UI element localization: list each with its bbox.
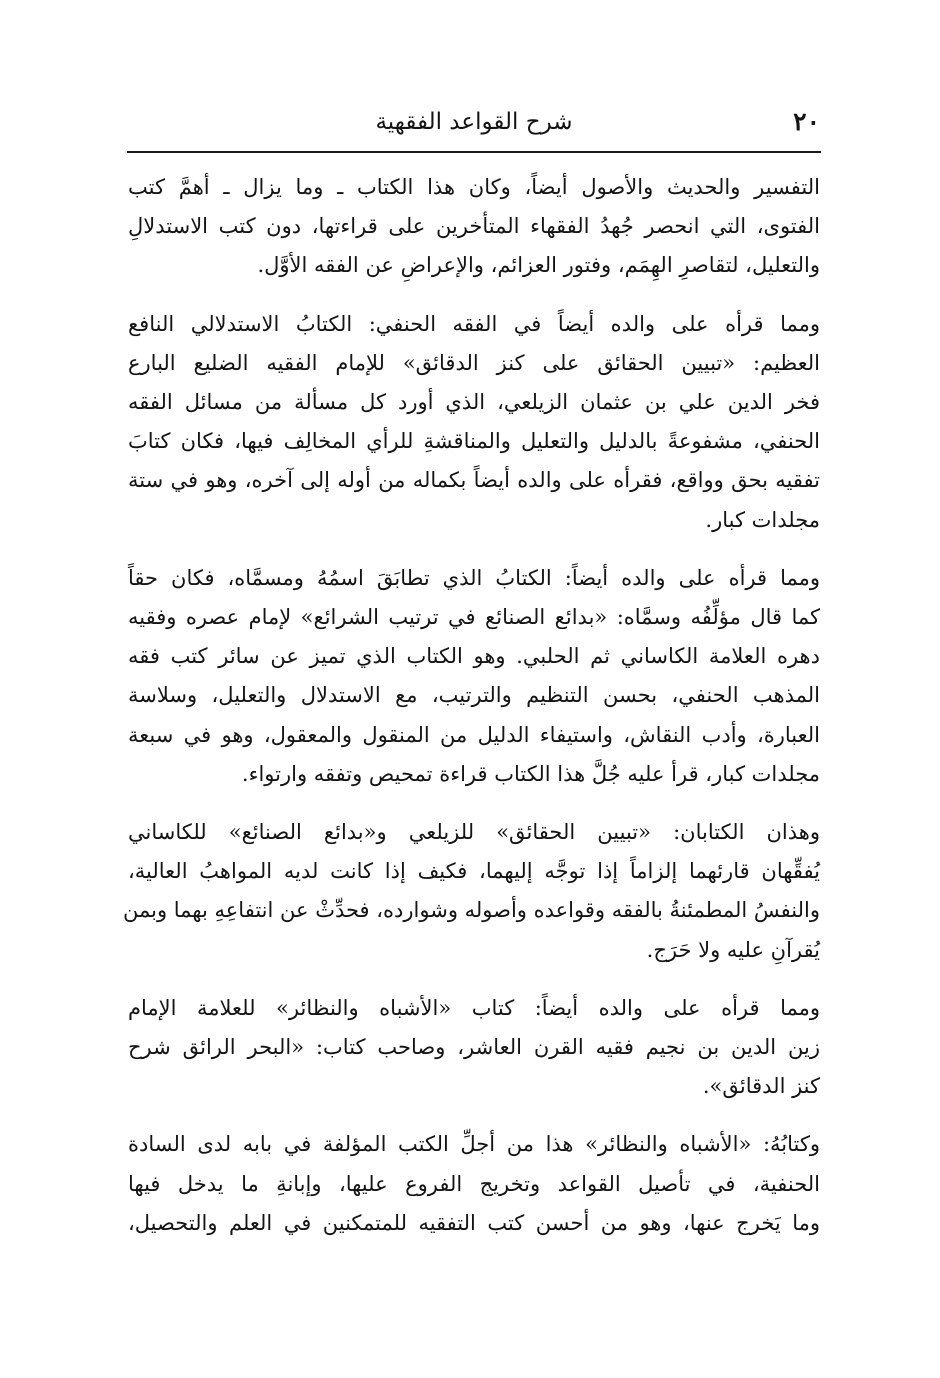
text-line: الحنفية، في تأصيل القواعد وتخريج الفروع عليها، وإبانةِ ما يدخل فيها [128,1171,820,1196]
text-line: والنفسُ المطمئنةُ بالفقه وقواعده وأصوله وشوارده، فحدِّثْ عن انتفاعِهِ بهما وبمن [122,898,820,923]
page-number: ٢٠ [793,107,820,136]
paragraph-2 [128,305,820,540]
text-line: تفقيه بحق وواقع، فقرأه على والده أيضاً بكماله من أوله إلى آخره، وهو في ستة [128,468,820,493]
text-line: مجلدات كبار، قرأ عليه جُلَّ هذا الكتاب قراءة تمحيص وتفقه وارتواء. [241,761,820,786]
text-line: ومما قرأه على والده أيضاً في الفقه الحنفي: الكتابُ الاستدلالي النافع [128,311,820,336]
text-line: العظيم: «تبيين الحقائق على كنز الدقائق» للإمام الفقيه الضليع البارع [128,350,820,375]
text-line: مجلدات كبار. [705,507,820,532]
text-line: يُفقِّهان قارئهما إلزاماً إذا توجَّه إليهما، فكيف إذا كانت لديه المواهبُ العالية، [128,859,820,884]
text-line: الفتوى، التي انحصر جُهدُ الفقهاء المتأخرين على قراءتها، دون كتب الاستدلالِ [128,214,820,239]
text-line: دهره العلامة الكاساني ثم الحلبي. وهو الكتاب الذي تميز عن سائر كتب فقه [128,644,820,669]
running-title: شرح القواعد الفقهية [375,109,573,135]
paragraph-1 [128,168,820,286]
paragraph-5 [128,989,820,1107]
paragraph-6 [128,1125,820,1243]
text-line: التفسير والحديث والأصول أيضاً، وكان هذا الكتاب ـ وما يزال ـ أهمَّ كتب [128,175,820,199]
paragraph-3 [128,559,820,794]
text-line: وكتابُهُ: «الأشباه والنظائر» هذا من أجلِّ الكتب المؤلفة في بابه لدى السادة [128,1132,820,1157]
text-line: زين الدين بن نجيم فقيه القرن العاشر، وصاحب كتاب: «البحر الرائق شرح [128,1035,820,1060]
text-line: كنز الدقائق». [702,1074,820,1099]
body-text [122,168,820,1262]
text-line: كما قال مؤلِّفُه وسمَّاه: «بدائع الصنائع في ترتيب الشرائع» لإمام عصره وفقيه [128,605,820,630]
text-line: يُقرآنِ عليه ولا حَرَج. [646,937,820,962]
paragraph-4 [122,813,820,970]
text-line: فخر الدين علي بن عثمان الزيلعي، الذي أورد كل مسألة من مسائل الفقه [128,390,820,415]
text-line: الحنفي، مشفوعةً بالدليل والتعليل والمناقشةِ للرأي المخالِف فيها، فكان كتابَ [128,429,820,454]
page-header [128,104,820,144]
text-line: ومما قرأه على والده أيضاً: الكتابُ الذي تطابَقَ اسمُهُ ومسمَّاه، فكان حقاً [128,565,820,590]
text-line: والتعليل، لتقاصرِ الهِمَم، وفتور العزائم، والإعراضِ عن الفقه الأوَّل. [257,253,820,278]
text-line: العبارة، وأدب النقاش، واستيفاء الدليل من المنقول والمعقول، وهو في سبعة [128,722,820,747]
text-line: وما يَخرج عنها، وهو من أحسن كتب التفقيه للمتمكنين في العلم والتحصيل، [128,1210,820,1235]
text-line: المذهب الحنفي، بحسن التنظيم والترتيب، مع الاستدلال والتعليل، وسلاسة [128,683,820,708]
text-line: وهذان الكتابان: «تبيين الحقائق» للزيلعي و«بدائع الصنائع» للكاساني [128,820,820,845]
text-line: ومما قرأه على والده أيضاً: كتاب «الأشباه والنظائر» للعلامة الإمام [128,995,820,1020]
header-rule [127,151,821,153]
